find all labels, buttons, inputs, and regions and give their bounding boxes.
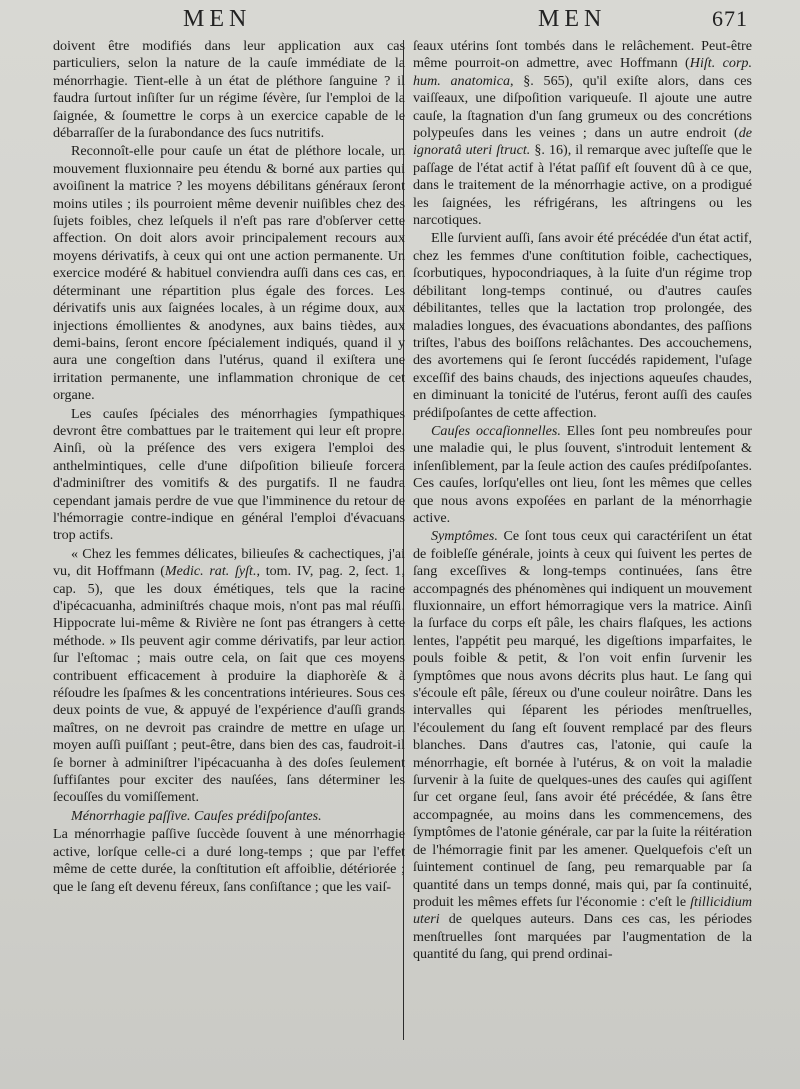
- text-run: Ce ſont tous ceux qui caractériſent un état de foibleſſe générale, joints à ceux qui ſuivent les pertes de ſang exceſſives & long-temps continuées, ſans être accompagnés des phénomènes qui indiquent un mouvement fluxionnaire, un effort hémorragique vers la matrice. Ainſi la ſurface du corps eſt pâle, les chairs flaſques, les actions lentes, l'appétit peu marqué, les digeſtions imparfaites, le pouls foible & petit, & l'on voit enfin ſurvenir les ſymptômes que nous avons décrits plus haut. Le ſang qui s'écoule eſt pâle, ſéreux ou d'une couleur noirâtre. Dans les intervalles qui ſéparent les périodes menſtruelles, l'écoulement du ſang eſt ſouvent remplacé par des fleurs blanches. Dans d'autres cas, l'atonie, qui cauſe la ménorrhagie, eſt bornée à l'utérus, & on voit la maladie ſurvenir à la ſuite de quelques-unes des cauſes qui agiſſent ſur cet organe ſeul, ſans avoir été précédée, & ſans être accompagnée, au moins dans les commencemens, des ſymptômes de l'atonie générale, car par la ſuite la réitération de l'hémorragie finit par les amener. Quelquefois c'eſt un ſuintement continuel de ſang, peu remarquable par ſa quantité dans un temps donné, mais qui, par ſa continuité, produit les mêmes effets ſur l'économie : c'eſt le: [413, 528, 752, 910]
- paragraph: Elle ſurvient auſſi, ſans avoir été précédée d'un état actif, chez les femmes d'une conſtitution foible, cachectiques, ſcorbutiques, hypocondriaques, à la ſuite d'un régime trop débilitant long-temps continué, ou d'autres cauſes débilitantes, telles que la lactation trop prolongée, des maladies longues, des évacuations abondantes, des paſſions triſtes, l'abus des boiſſons relâchantes. Des accouchemens, des avortemens qui ſe ſeront ſuccédés rapidement, l'uſage exceſſif des bains chauds, des injections aqueuſes chaudes, en diminuant la tonicité de l'utérus, feront auſſi des cauſes prédiſpoſantes de cette affection.: [413, 230, 752, 421]
- running-head-right: MEN: [538, 6, 607, 32]
- paragraph: La ménorrhagie paſſive ſuccède ſouvent à une ménorrhagie active, lorſque celle-ci a duré long-temps ; que par l'effet même de cette durée, la conſtitution eſt affoiblie, détériorée ; que le ſang eſt devenu féreux, ſans conſiſtance ; que les vaiſ-: [53, 826, 405, 895]
- section-heading: Cauſes occaſionnelles.: [431, 422, 561, 439]
- text-run: §. 16), il remarque avec juſteſſe que le paſſage de l'état actif à l'état paſſif eſt ſouvent dû à ce que, dans le traitement de la ménorrhagie active, on a prodigué les ſaignées, les réfrigérans, les aſtringens ou les narcotiques.: [413, 142, 752, 229]
- citation: Medic. rat. ſyſt.: [164, 563, 257, 580]
- text-run: Elles ſont peu nombreuſes pour une maladie qui, le plus ſouvent, s'introduit lentement & inſenſiblement, par la ſeule action des cauſes prédiſpoſantes. Ces cauſes, lorſqu'elles ont lieu, ſont les mêmes que celles que nous avons expoſées en parlant de la ménorrhagie active.: [413, 422, 752, 526]
- paragraph: Reconnoît-elle pour cauſe un état de pléthore locale, un mouvement fluxionnaire peu étendu & borné aux parties qui avoiſinent la matrice ? les moyens débilitans généraux ſeront moins utiles ; ils pourroient même devenir nuiſibles chez des ſujets foibles, chez leſquels il n'eſt pas rare d'obſerver cette affection. On doit alors avoir principalement recours aux moyens dérivatifs, à ceux qui ont une action permanente. Un exercice modéré & habituel conviendra auſſi dans ces cas, en déterminant une répartition plus égale des forces. Les dérivatifs unis aux ſaignées locales, à un régime doux, aux injections émollientes & anodynes, aux bains tièdes, aux demi-bains, ſeront encore ſpécialement indiqués, quand il y aura une congeſtion dans l'utérus, quand il exiſtera une irritation permanente, une inflammation chronique de cet organe.: [53, 143, 405, 404]
- paragraph: doivent être modifiés dans leur application aux cas particuliers, selon la nature de la cauſe immédiate de la ménorrhagie. Tient-elle à un état de pléthore ſanguine ? il faudra ſurtout inſiſter ſur un régime ſévère, ſur l'emploi de la ſaignée, & ſoumettre le corps à un exercice capable de le débarraſſer de la ſurabondance des ſucs nutritifs.: [53, 38, 405, 142]
- text-run: ſeaux utérins ſont tombés dans le relâchement. Peut-être même pourroit-on admettre, avec Hoffmann (: [413, 38, 752, 72]
- section-paragraph: [53, 808, 405, 825]
- paragraph: [413, 423, 752, 527]
- paragraph-quote: [53, 546, 405, 807]
- text-run: de quelques auteurs. Dans ces cas, les périodes menſtruelles ſont marquées par l'augmentation de la quantité du ſang, qui prend ordinai-: [413, 911, 752, 963]
- citation: Hiſt. corp. hum. anatomica: [413, 55, 752, 89]
- paragraph: [413, 528, 752, 963]
- page-number: 671: [712, 6, 748, 31]
- text-run: , tom. IV, pag. 2, ſect. 1, cap. 5), que les doux émétiques, tels que la racine d'ipécacuanha, adminiſtrés chaque mois, n'ont pas mal réuſſi. Hippocrate lui-même & Rivière ne ſont pas étrangers à cette méthode. » Ils peuvent agir comme dérivatifs, par leur action ſur l'eſtomac ; mais outre cela, on ſait que ces moyens contribuent efficacement à produire la diaphorèſe & à réſoudre les ſpaſmes & les concentrations intérieures. Sous ces deux points de vue, & appuyé de l'expérience d'auſſi grands maîtres, on ne devroit pas craindre de mettre en uſage un moyen auſſi puiſſant ; peut-être, dans bien des cas, faudroit-il ſe borner à adminiſtrer l'ipécacuanha à des doſes ſeulement ſuffiſantes pour exciter des nauſées, ſans déterminer les ſecouſſes du vomiſſement.: [53, 563, 405, 806]
- section-heading: Ménorrhagie paſſive. Cauſes prédiſpoſantes.: [71, 807, 322, 824]
- paragraph: Les cauſes ſpéciales des ménorrhagies ſympathiques devront être combattues par le traitement qui leur eſt propre. Ainſi, où la préſence des vers exigera l'emploi des anthelmintiques, celle d'une diſpoſition bilieuſe forcera d'adminiſtrer des vomitifs & des purgatifs. Il ne faudra cependant jamais perdre de vue que l'imminence du retour de l'hémorragie contre-indique en général l'emploi d'évacuans trop actifs.: [53, 405, 405, 544]
- citation: de ignoratâ uteri ſtruct.: [413, 125, 752, 159]
- running-head-left: MEN: [183, 6, 252, 32]
- right-column: [413, 38, 752, 964]
- section-heading: Symptômes.: [431, 528, 498, 545]
- left-column: [53, 38, 405, 896]
- text-run: « Chez les femmes délicates, bilieuſes & cachectiques, j'ai vu, dit Hoffmann (: [53, 545, 405, 580]
- text-run: , §. 565), qu'il exiſte alors, dans ces vaiſſeaux, une diſpoſition variqueuſe. Il ajoute une autre cauſe, la ſtagnation d'un ſang grumeux ou des concrétions polypeuſes dans les veines ; dans un autre endroit (: [413, 72, 752, 142]
- paragraph: [413, 38, 752, 229]
- citation: ſtillicidium uteri: [413, 893, 752, 928]
